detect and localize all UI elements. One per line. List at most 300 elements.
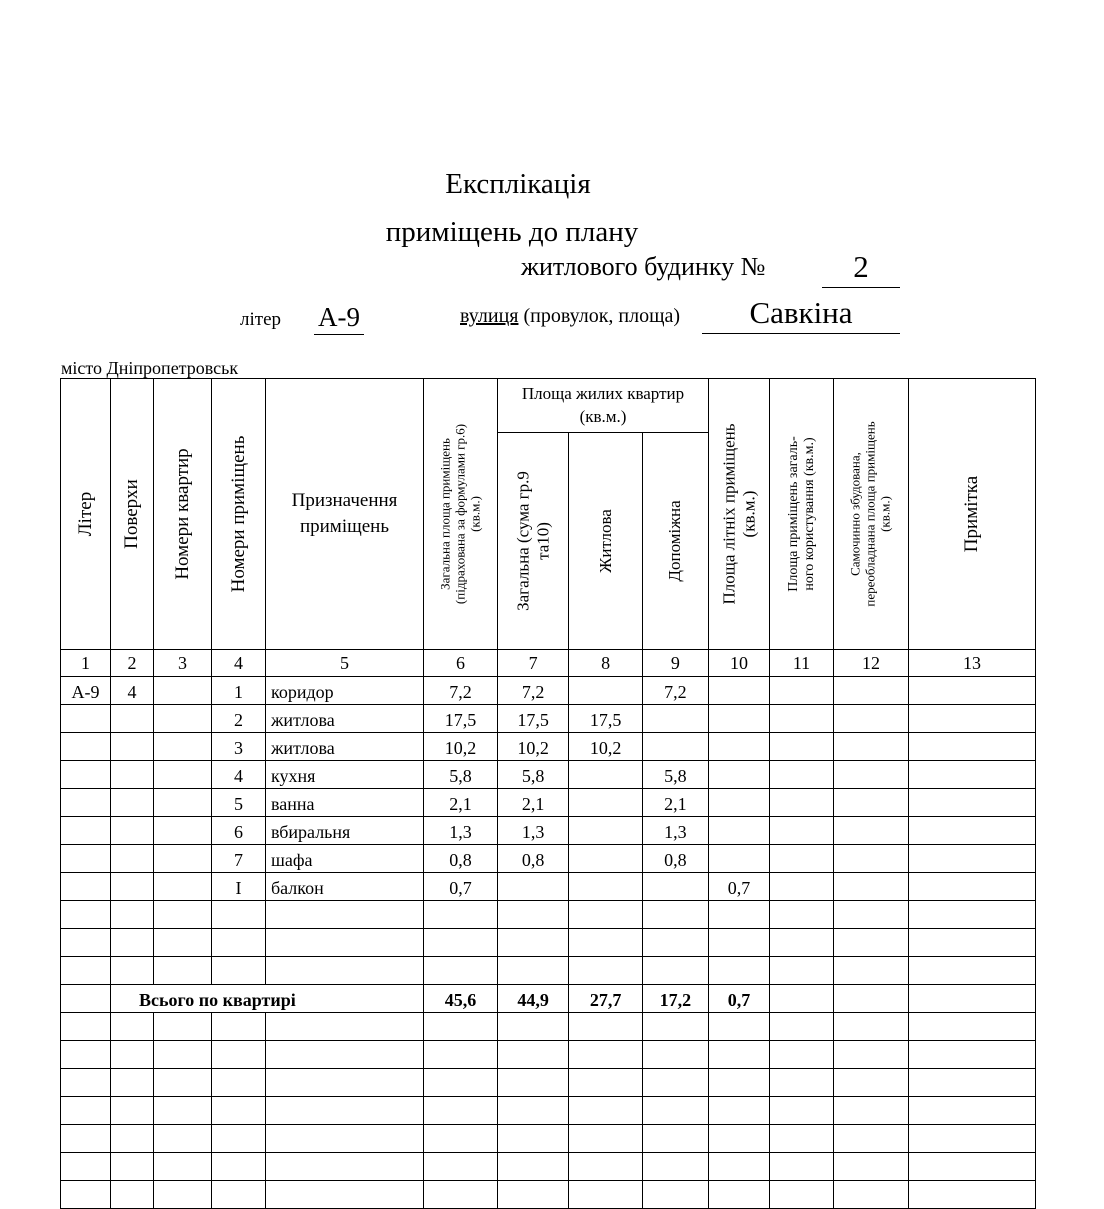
total-value: [834, 985, 909, 1013]
table-cell: [498, 1013, 569, 1041]
table-cell: 17,5: [498, 705, 569, 733]
table-cell: [834, 929, 909, 957]
table-cell: 4: [212, 761, 266, 789]
table-cell: [709, 845, 770, 873]
table-cell: [709, 789, 770, 817]
empty-row: [61, 1153, 1036, 1181]
table-cell: [424, 1097, 498, 1125]
table-cell: [770, 1125, 834, 1153]
table-cell: [61, 1125, 111, 1153]
table-cell: [834, 1013, 909, 1041]
table-cell: [424, 1013, 498, 1041]
document-subtitle: приміщень до плану: [385, 216, 639, 248]
table-cell: [266, 1097, 424, 1125]
table-cell: [834, 789, 909, 817]
liter-value: А-9: [314, 300, 364, 335]
total-value: 0,7: [709, 985, 770, 1013]
table-cell: [770, 929, 834, 957]
table-cell: [834, 873, 909, 901]
table-cell: [424, 1181, 498, 1209]
table-cell: 6: [212, 817, 266, 845]
empty-row: [61, 1097, 1036, 1125]
liter-label: літер: [240, 309, 281, 330]
header-room-numbers: Номери приміщень: [212, 379, 266, 650]
header-auxiliary: Допоміжна: [642, 432, 708, 649]
total-value: 44,9: [498, 985, 569, 1013]
table-cell: [569, 1153, 642, 1181]
table-cell: [111, 1097, 154, 1125]
table-cell: [154, 929, 212, 957]
header-living-area-group: Площа жилих квартир (кв.м.): [498, 379, 709, 433]
table-cell: [569, 1097, 642, 1125]
empty-row: [61, 1013, 1036, 1041]
table-cell: [569, 789, 642, 817]
table-row: [61, 901, 1036, 929]
table-cell: [770, 845, 834, 873]
table-cell: [154, 1153, 212, 1181]
explication-table: [60, 378, 1036, 1209]
table-cell: ванна: [266, 789, 424, 817]
table-cell: [834, 705, 909, 733]
table-cell: [498, 901, 569, 929]
table-cell: [212, 1125, 266, 1153]
table-cell: [834, 733, 909, 761]
table-cell: [61, 1013, 111, 1041]
table-cell: [111, 873, 154, 901]
table-cell: [709, 1013, 770, 1041]
table-cell: [154, 1181, 212, 1209]
table-cell: [61, 957, 111, 985]
column-number: 5: [266, 650, 424, 677]
table-cell: [709, 1125, 770, 1153]
column-number: 3: [154, 650, 212, 677]
table-cell: [909, 677, 1036, 705]
table-row: [61, 957, 1036, 985]
table-cell: шафа: [266, 845, 424, 873]
table-cell: [212, 1013, 266, 1041]
table-cell: [834, 901, 909, 929]
table-cell: 2,1: [424, 789, 498, 817]
house-label: житлового будинку №: [521, 252, 766, 281]
table-cell: 1,3: [498, 817, 569, 845]
table-cell: [61, 985, 111, 1013]
empty-row: [61, 1181, 1036, 1209]
table-cell: [909, 1013, 1036, 1041]
table-cell: 10,2: [569, 733, 642, 761]
table-cell: [770, 901, 834, 929]
column-number: 8: [569, 650, 642, 677]
table-cell: [569, 1125, 642, 1153]
table-cell: [424, 929, 498, 957]
column-number: 9: [642, 650, 708, 677]
table-cell: [834, 1097, 909, 1125]
total-value: 27,7: [569, 985, 642, 1013]
table-cell: 5,8: [424, 761, 498, 789]
table-cell: [266, 1153, 424, 1181]
table-cell: [498, 1069, 569, 1097]
table-cell: [569, 845, 642, 873]
header-apartment-numbers: Номери квартир: [154, 379, 212, 650]
table-cell: [834, 1153, 909, 1181]
table-cell: коридор: [266, 677, 424, 705]
table-cell: [498, 873, 569, 901]
table-cell: 0,7: [709, 873, 770, 901]
city-label: місто Дніпропетровськ: [61, 358, 239, 378]
table-cell: [61, 929, 111, 957]
table-cell: 1,3: [642, 817, 708, 845]
table-cell: [154, 1069, 212, 1097]
table-row: [61, 817, 1036, 845]
empty-row: [61, 1069, 1036, 1097]
table-cell: [834, 957, 909, 985]
table-cell: [266, 901, 424, 929]
table-cell: [909, 1069, 1036, 1097]
table-cell: 4: [111, 677, 154, 705]
table-cell: [909, 1153, 1036, 1181]
table-cell: [770, 873, 834, 901]
table-cell: [498, 929, 569, 957]
column-number: 6: [424, 650, 498, 677]
column-number: 13: [909, 650, 1036, 677]
table-cell: [834, 1069, 909, 1097]
table-cell: 0,8: [498, 845, 569, 873]
table-cell: [569, 1013, 642, 1041]
table-cell: [834, 761, 909, 789]
table-cell: [770, 957, 834, 985]
street-label: [460, 305, 680, 328]
table-cell: [909, 1097, 1036, 1125]
table-row: [61, 789, 1036, 817]
table-cell: [154, 957, 212, 985]
table-cell: [909, 929, 1036, 957]
table-cell: [834, 1125, 909, 1153]
table-cell: [709, 1041, 770, 1069]
table-cell: [154, 1041, 212, 1069]
table-cell: [111, 1181, 154, 1209]
table-cell: [266, 1125, 424, 1153]
table-cell: 17,5: [424, 705, 498, 733]
table-cell: [61, 705, 111, 733]
table-cell: [770, 705, 834, 733]
header-row: [61, 379, 1036, 433]
table-cell: [770, 1069, 834, 1097]
table-cell: [61, 1041, 111, 1069]
column-number: 7: [498, 650, 569, 677]
table-cell: [111, 1013, 154, 1041]
table-cell: 1: [212, 677, 266, 705]
table-cell: [642, 705, 708, 733]
table-cell: [709, 1069, 770, 1097]
street-value: Савкіна: [702, 293, 900, 334]
table-row: [61, 677, 1036, 705]
table-cell: [569, 957, 642, 985]
table-cell: житлова: [266, 733, 424, 761]
table-cell: [569, 1181, 642, 1209]
total-value: [909, 985, 1036, 1013]
table-cell: [266, 1013, 424, 1041]
table-cell: [909, 705, 1036, 733]
table-cell: [770, 1153, 834, 1181]
table-cell: [111, 1153, 154, 1181]
table-cell: [266, 1181, 424, 1209]
table-cell: [498, 1125, 569, 1153]
table-cell: 0,7: [424, 873, 498, 901]
table-cell: [770, 1013, 834, 1041]
table-cell: [61, 1181, 111, 1209]
header-purpose: Призначення приміщень: [266, 379, 424, 650]
table-cell: [709, 901, 770, 929]
table-cell: [642, 1181, 708, 1209]
table-cell: 1,3: [424, 817, 498, 845]
table-cell: 5,8: [642, 761, 708, 789]
table-cell: 7,2: [498, 677, 569, 705]
table-cell: [61, 873, 111, 901]
empty-row: [61, 1125, 1036, 1153]
total-row: [61, 985, 1036, 1013]
total-label: Всього по квартирі: [111, 985, 424, 1013]
table-cell: [61, 789, 111, 817]
table-cell: 10,2: [424, 733, 498, 761]
table-cell: [111, 733, 154, 761]
street-label-main: вулиця: [460, 305, 519, 327]
table-cell: [61, 901, 111, 929]
table-cell: [111, 1041, 154, 1069]
table-cell: [642, 1153, 708, 1181]
table-cell: [154, 817, 212, 845]
table-cell: [266, 957, 424, 985]
table-cell: [642, 873, 708, 901]
table-cell: [909, 901, 1036, 929]
total-value: 17,2: [642, 985, 708, 1013]
table-cell: [909, 1125, 1036, 1153]
table-cell: [909, 817, 1036, 845]
table-cell: [642, 901, 708, 929]
table-cell: [909, 761, 1036, 789]
table-cell: [834, 817, 909, 845]
table-cell: [834, 1041, 909, 1069]
table-cell: вбиральня: [266, 817, 424, 845]
empty-row: [61, 1041, 1036, 1069]
table-cell: [266, 1041, 424, 1069]
table-cell: [111, 1125, 154, 1153]
table-cell: 5: [212, 789, 266, 817]
table-cell: [111, 1069, 154, 1097]
table-cell: [212, 957, 266, 985]
table-cell: [111, 817, 154, 845]
table-cell: [498, 1153, 569, 1181]
table-cell: [709, 761, 770, 789]
column-number: 12: [834, 650, 909, 677]
table-cell: [569, 1041, 642, 1069]
table-cell: [569, 677, 642, 705]
table-cell: [111, 901, 154, 929]
table-row: [61, 705, 1036, 733]
table-row: [61, 929, 1036, 957]
table-cell: [770, 761, 834, 789]
table-cell: [154, 733, 212, 761]
table-cell: 17,5: [569, 705, 642, 733]
table-cell: [424, 1069, 498, 1097]
table-cell: [424, 1125, 498, 1153]
table-row: [61, 761, 1036, 789]
table-cell: [642, 1069, 708, 1097]
table-cell: 7: [212, 845, 266, 873]
table-cell: [642, 957, 708, 985]
table-cell: [212, 929, 266, 957]
table-cell: [154, 901, 212, 929]
column-number: 4: [212, 650, 266, 677]
table-cell: [61, 1097, 111, 1125]
table-cell: [909, 873, 1036, 901]
table-cell: [154, 677, 212, 705]
table-cell: [709, 1097, 770, 1125]
table-cell: [266, 929, 424, 957]
table-cell: [834, 1181, 909, 1209]
table-cell: [154, 789, 212, 817]
table-cell: 2: [212, 705, 266, 733]
table-cell: [642, 1097, 708, 1125]
table-cell: [61, 817, 111, 845]
table-cell: [770, 1097, 834, 1125]
table-cell: [154, 1097, 212, 1125]
table-cell: [770, 677, 834, 705]
column-number: 1: [61, 650, 111, 677]
table-cell: [154, 1125, 212, 1153]
table-row: [61, 873, 1036, 901]
table-cell: [770, 1041, 834, 1069]
table-cell: [61, 1069, 111, 1097]
total-value: 45,6: [424, 985, 498, 1013]
table-cell: [642, 1125, 708, 1153]
table-cell: 3: [212, 733, 266, 761]
table-cell: [909, 1181, 1036, 1209]
column-number: 2: [111, 650, 154, 677]
table-cell: [709, 677, 770, 705]
table-cell: [61, 1153, 111, 1181]
table-cell: [909, 845, 1036, 873]
header-floors: Поверхи: [111, 379, 154, 650]
table-cell: [909, 789, 1036, 817]
header-unauthorized-area: Самочинно збудована, переобладнана площа приміщень (кв.м.): [834, 379, 909, 650]
table-cell: 10,2: [498, 733, 569, 761]
table-cell: 0,8: [424, 845, 498, 873]
table-cell: балкон: [266, 873, 424, 901]
table-cell: [424, 901, 498, 929]
table-cell: кухня: [266, 761, 424, 789]
table-cell: житлова: [266, 705, 424, 733]
table-cell: [498, 957, 569, 985]
table-cell: [424, 1153, 498, 1181]
table-cell: [709, 817, 770, 845]
table-cell: [569, 901, 642, 929]
table-cell: [212, 1069, 266, 1097]
table-row: [61, 845, 1036, 873]
table-cell: 5,8: [498, 761, 569, 789]
header-total-area: Загальна площа приміщень (підрахована за формулами гр.6) (кв.м.): [424, 379, 498, 650]
table-cell: [111, 957, 154, 985]
table-cell: [212, 1153, 266, 1181]
table-cell: [111, 761, 154, 789]
header-total-living: Загальна (сума гр.9 та10): [498, 432, 569, 649]
table-cell: [154, 1013, 212, 1041]
table-cell: [111, 705, 154, 733]
table-cell: [154, 873, 212, 901]
header-liter: Літер: [61, 379, 111, 650]
table-cell: [498, 1181, 569, 1209]
table-cell: [642, 733, 708, 761]
table-cell: 0,8: [642, 845, 708, 873]
table-cell: [709, 1153, 770, 1181]
header-note: Примітка: [909, 379, 1036, 650]
table-cell: [909, 733, 1036, 761]
table-cell: 7,2: [642, 677, 708, 705]
header-residential: Житлова: [569, 432, 642, 649]
table-cell: [834, 845, 909, 873]
table-cell: [61, 845, 111, 873]
column-number: 10: [709, 650, 770, 677]
table-cell: [111, 845, 154, 873]
table-cell: [498, 1097, 569, 1125]
table-cell: [834, 677, 909, 705]
table-cell: [61, 761, 111, 789]
table-cell: [212, 1097, 266, 1125]
table-cell: [212, 1181, 266, 1209]
table-cell: А-9: [61, 677, 111, 705]
table-cell: [498, 1041, 569, 1069]
table-cell: [111, 929, 154, 957]
table-body: [61, 650, 1036, 1209]
table-cell: [709, 733, 770, 761]
table-cell: [709, 929, 770, 957]
table-cell: [111, 789, 154, 817]
table-cell: [709, 957, 770, 985]
table-cell: [154, 705, 212, 733]
table-cell: [770, 789, 834, 817]
table-cell: [770, 1181, 834, 1209]
table-cell: [709, 705, 770, 733]
table-cell: [266, 1069, 424, 1097]
table-cell: 2,1: [498, 789, 569, 817]
table-cell: [569, 929, 642, 957]
table-cell: [909, 1041, 1036, 1069]
table-cell: 7,2: [424, 677, 498, 705]
table-cell: [424, 1041, 498, 1069]
header-common-area: Площа приміщень загаль- ного користування (кв.м.): [770, 379, 834, 650]
table-cell: [569, 873, 642, 901]
table-cell: [642, 929, 708, 957]
document-title: Експлікація: [445, 168, 591, 200]
table-cell: [154, 845, 212, 873]
table-cell: [154, 761, 212, 789]
table-cell: [569, 817, 642, 845]
table-cell: [770, 817, 834, 845]
table-cell: 2,1: [642, 789, 708, 817]
table-cell: I: [212, 873, 266, 901]
total-value: [770, 985, 834, 1013]
column-number-row: [61, 650, 1036, 677]
table-cell: [909, 957, 1036, 985]
table-cell: [709, 1181, 770, 1209]
house-number: 2: [822, 247, 900, 288]
table-cell: [642, 1041, 708, 1069]
table-cell: [642, 1013, 708, 1041]
table-cell: [569, 761, 642, 789]
column-number: 11: [770, 650, 834, 677]
table-row: [61, 733, 1036, 761]
header-summer-area: Площа літніх приміщень (кв.м.): [709, 379, 770, 650]
table-cell: [569, 1069, 642, 1097]
street-label-rest: (провулок, площа): [518, 305, 681, 327]
